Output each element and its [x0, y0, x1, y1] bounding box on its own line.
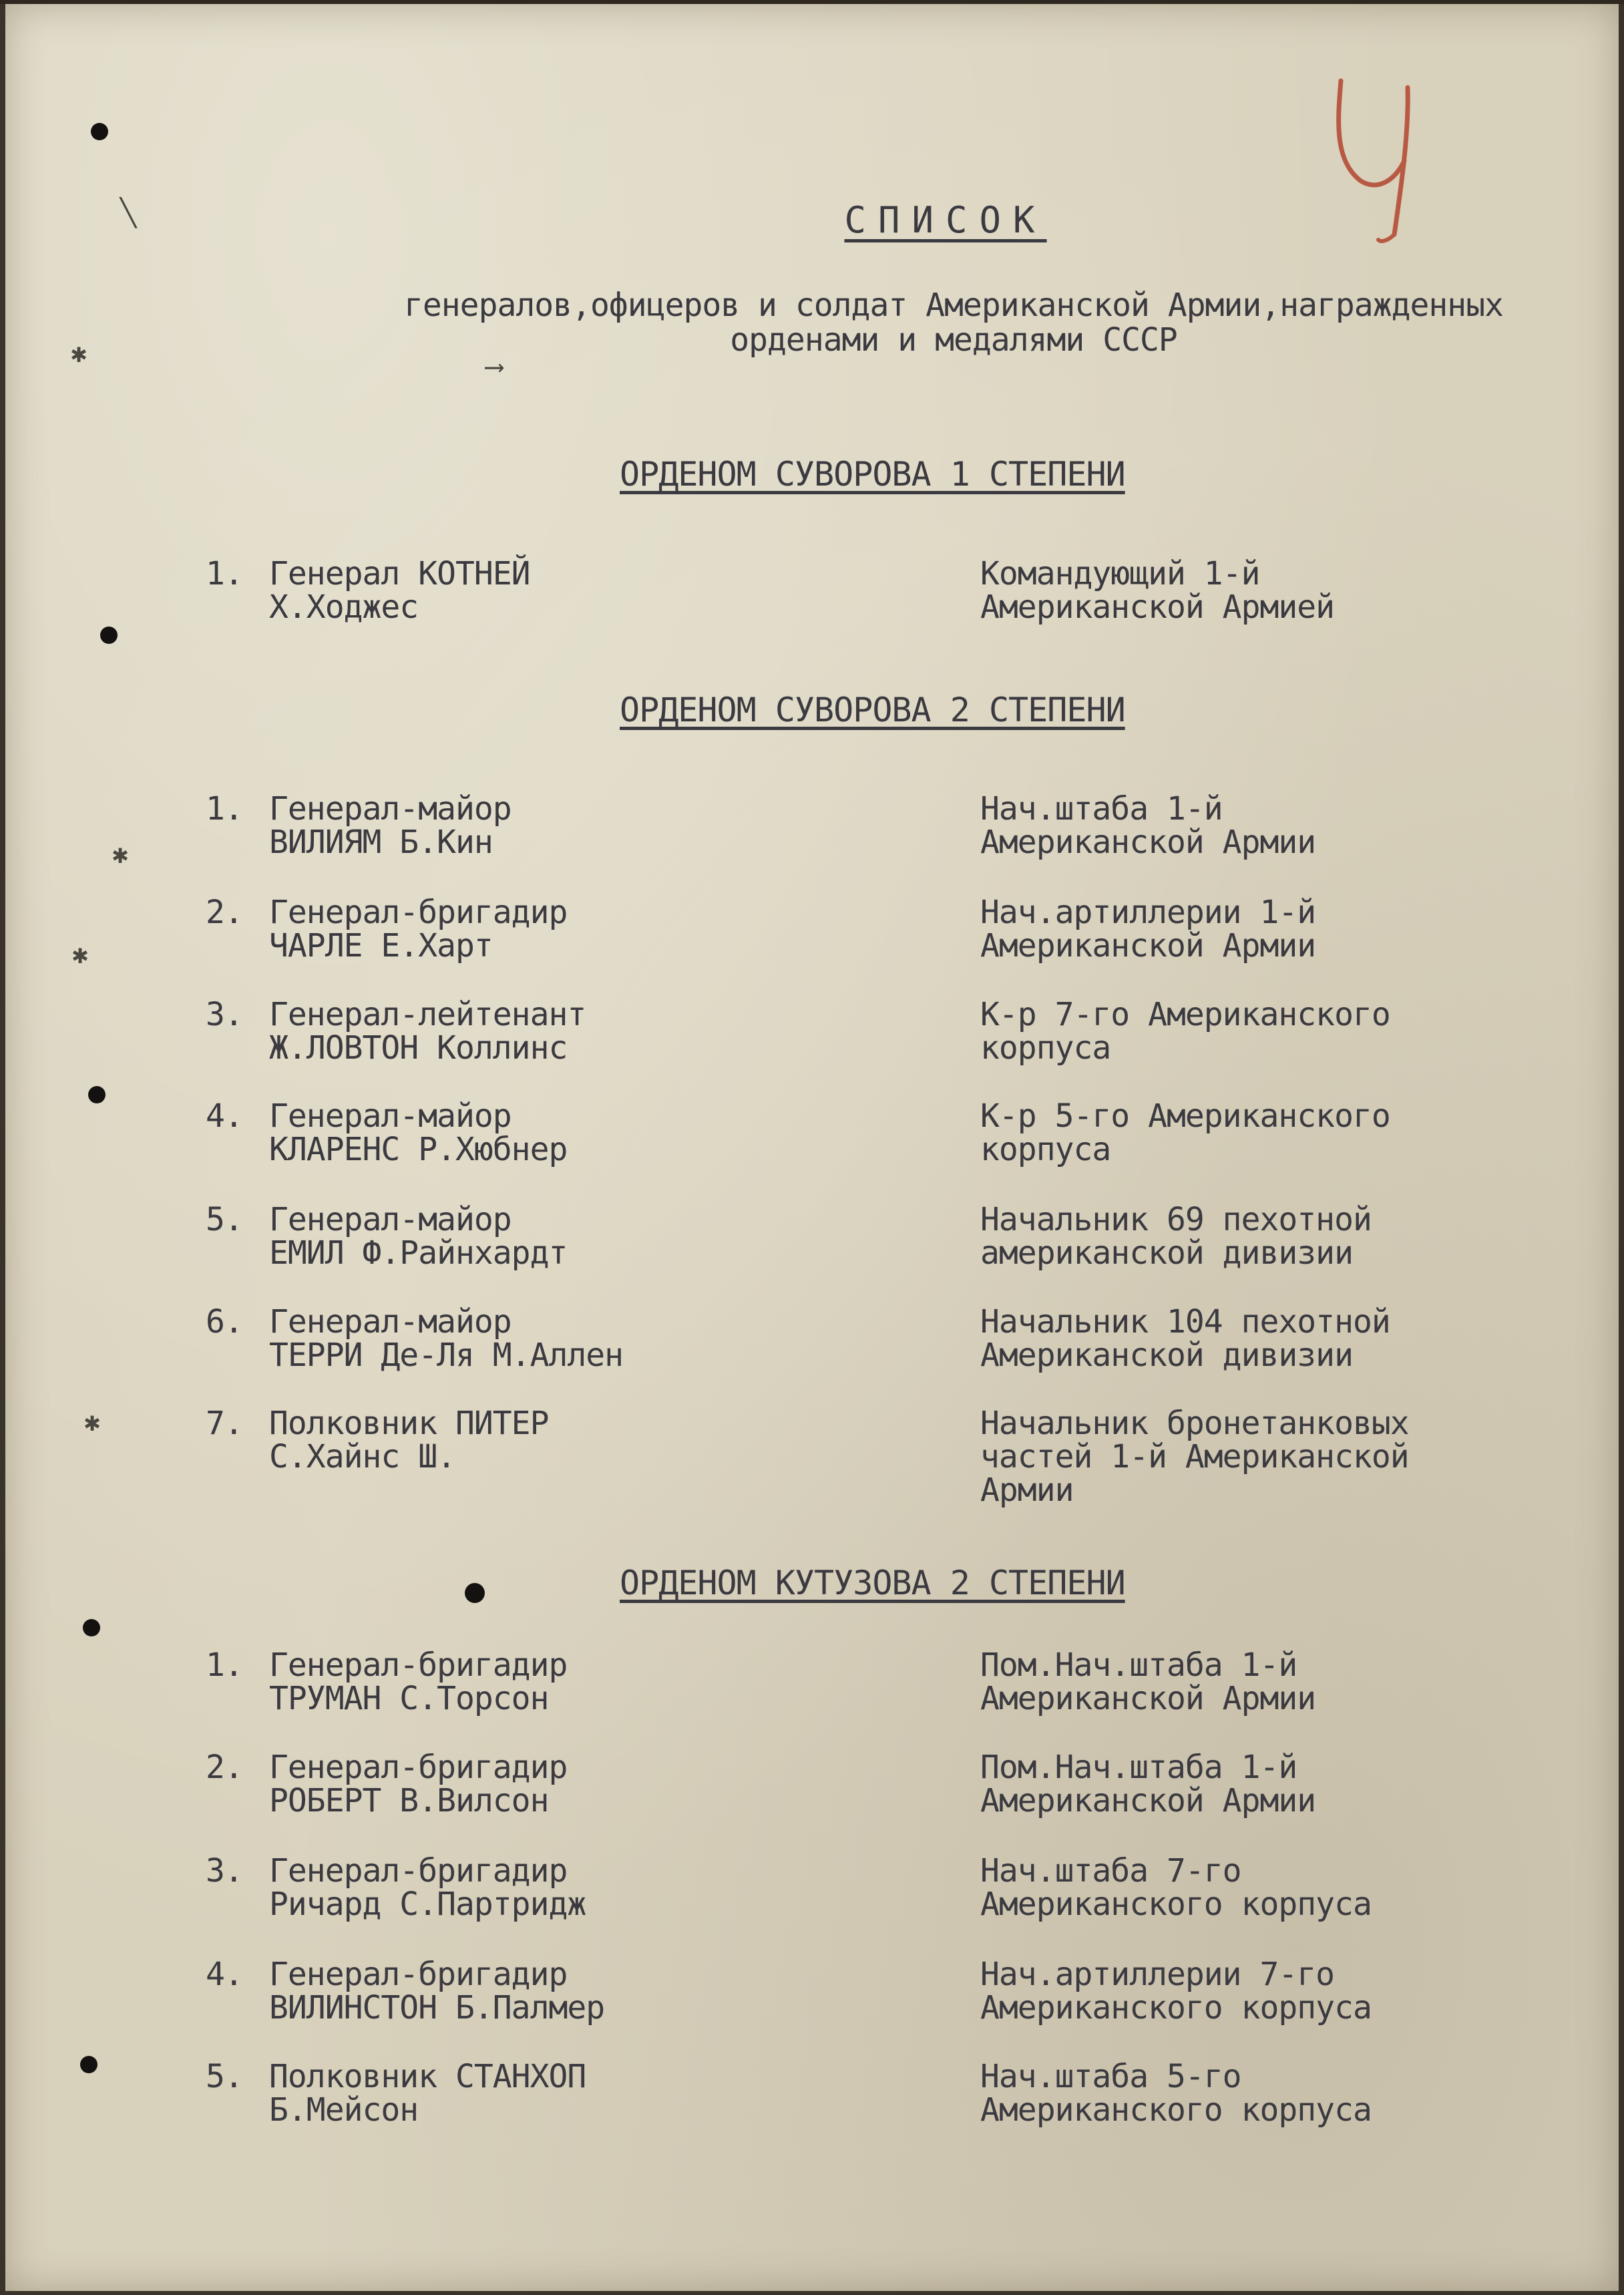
entry-number: 2.	[206, 1749, 243, 1786]
entry-number: 3.	[206, 1852, 243, 1890]
entry-number: 6.	[206, 1303, 243, 1341]
section-heading-suvorov-2: ОРДЕНОМ СУВОРОВА 2 СТЕПЕНИ	[620, 691, 1125, 729]
page-subtitle: генералов,офицеров и солдат Американской Армии,награжденных орденами и медалями СССР	[403, 287, 1503, 359]
binder-hole-6	[465, 1583, 485, 1603]
entry-name: Полковник СТАНХОП Б.Мейсон	[269, 2058, 586, 2129]
entry-name: Генерал КОТНЕЙ Х.Ходжес	[269, 555, 530, 626]
binder-hole-5	[80, 2056, 97, 2073]
entry-position: Нач.артиллерии 7-го Американского корпуса	[980, 1956, 1372, 2026]
entry-number: 7.	[206, 1405, 243, 1442]
entry-name: Генерал-бригадир ВИЛИНСТОН Б.Палмер	[269, 1956, 605, 2026]
entry-number: 1.	[206, 555, 243, 592]
entry-number: 2.	[206, 894, 243, 931]
entry-number: 5.	[206, 1201, 243, 1238]
entry-name: Генерал-бригадир Ричард С.Партридж	[269, 1852, 586, 1923]
section-heading-kutuzov-2: ОРДЕНОМ КУТУЗОВА 2 СТЕПЕНИ	[620, 1564, 1125, 1602]
entry-name: Генерал-майор ТЕРРИ Де-Ля М.Аллен	[269, 1303, 624, 1374]
stray-mark: ✱	[84, 1407, 101, 1437]
entry-position: Начальник 69 пехотной американской дивизии	[980, 1201, 1372, 1272]
stray-mark: ✱	[72, 939, 89, 970]
entry-name: Генерал-бригадир ЧАРЛЕ Е.Харт	[269, 894, 568, 964]
entry-name: Генерал-майор ЕМИЛ Ф.Райнхардт	[269, 1201, 568, 1272]
stray-mark: ╲	[120, 198, 137, 228]
stray-mark: ✱	[112, 839, 129, 870]
stray-mark: ✱	[71, 338, 87, 369]
entry-name: Генерал-майор КЛАРЕНС Р.Хюбнер	[269, 1097, 568, 1168]
stray-mark: ⟶	[486, 351, 503, 382]
binder-hole-4	[83, 1619, 100, 1636]
entry-number: 5.	[206, 2058, 243, 2095]
entry-name: Генерал-бригадир РОБЕРТ В.Вилсон	[269, 1749, 568, 1819]
entry-position: Нач.штаба 5-го Американского корпуса	[980, 2058, 1372, 2129]
entry-name: Генерал-майор ВИЛИЯМ Б.Кин	[269, 790, 512, 861]
entry-number: 4.	[206, 1097, 243, 1135]
document-page	[5, 4, 1619, 2291]
entry-position: Нач.артиллерии 1-й Американской Армии	[980, 894, 1316, 964]
section-heading-suvorov-1: ОРДЕНОМ СУВОРОВА 1 СТЕПЕНИ	[620, 455, 1125, 494]
entry-position: Начальник бронетанковых частей 1-й Американской Армии	[980, 1405, 1409, 1509]
entry-number: 3.	[206, 996, 243, 1033]
entry-position: Нач.штаба 7-го Американского корпуса	[980, 1852, 1372, 1923]
page-title	[5, 199, 1619, 241]
entry-position: Пом.Нач.штаба 1-й Американской Армии	[980, 1646, 1316, 1717]
entry-position: К-р 7-го Американского корпуса	[980, 996, 1390, 1067]
entry-number: 4.	[206, 1956, 243, 1993]
entry-position: Пом.Нач.штаба 1-й Американской Армии	[980, 1749, 1316, 1819]
entry-name: Генерал-лейтенант Ж.ЛОВТОН Коллинс	[269, 996, 586, 1067]
entry-position: К-р 5-го Американского корпуса	[980, 1097, 1390, 1168]
entry-number: 1.	[206, 1646, 243, 1684]
entry-name: Генерал-бригадир ТРУМАН С.Торсон	[269, 1646, 568, 1717]
binder-hole-2	[100, 627, 118, 644]
binder-hole-3	[88, 1086, 106, 1103]
entry-position: Командующий 1-й Американской Армией	[980, 555, 1335, 626]
entry-position: Нач.штаба 1-й Американской Армии	[980, 790, 1316, 861]
entry-position: Начальник 104 пехотной Американской дивизии	[980, 1303, 1390, 1374]
entry-name: Полковник ПИТЕР С.Хайнс Ш.	[269, 1405, 549, 1475]
title-text: СПИСОК	[844, 199, 1047, 241]
binder-hole-1	[91, 123, 108, 140]
entry-number: 1.	[206, 790, 243, 828]
